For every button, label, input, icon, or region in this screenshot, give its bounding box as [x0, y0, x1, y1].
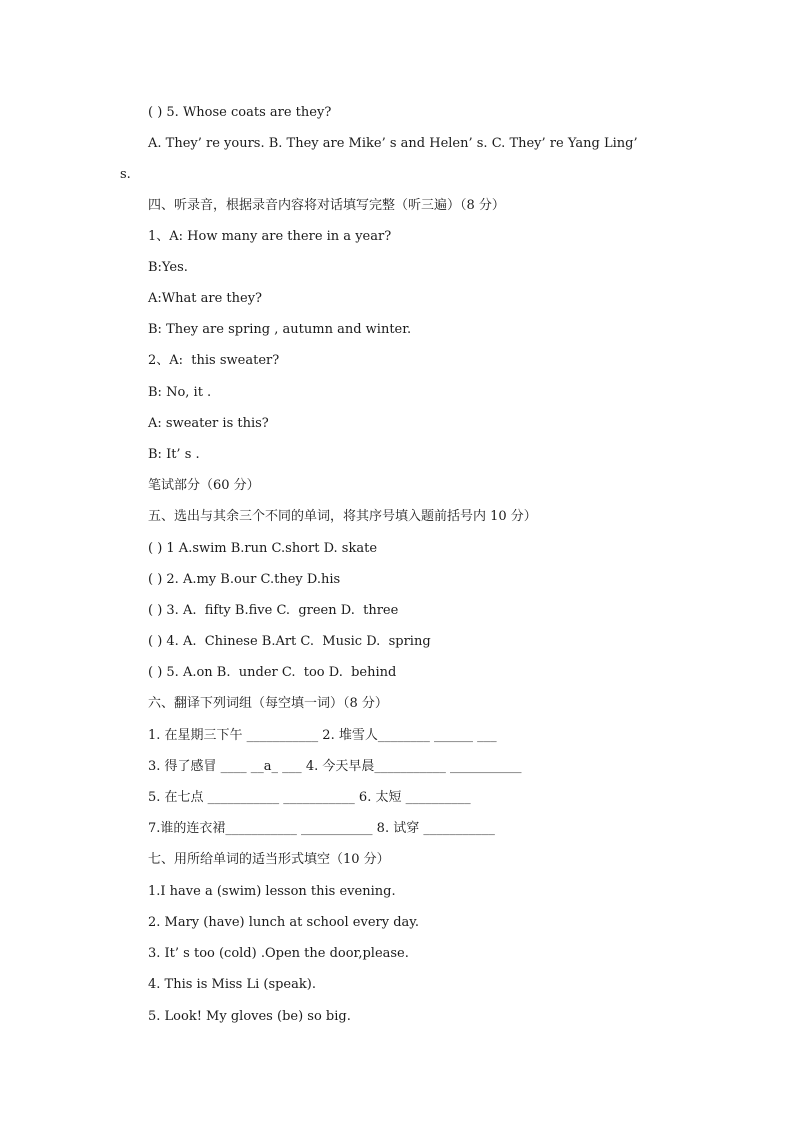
dialog-2-line-4: B: It’ s .	[148, 447, 200, 462]
section-5-question-4: ( ) 4. A. Chinese B.Art C. Music D. spring	[148, 634, 431, 649]
section-7-question-3: 3. It’ s too (cold) .Open the door,please.	[148, 946, 409, 961]
question-5-stem: ( ) 5. Whose coats are they?	[148, 105, 332, 120]
question-5-options-wrap: s.	[120, 167, 131, 182]
section-5-question-3: ( ) 3. A. fifty B.five C. green D. three	[148, 603, 399, 618]
section-5-question-2: ( ) 2. A.my B.our C.they D.his	[148, 572, 341, 587]
section-6-items-5-6: 5. 在七点 ___________ ___________ 6. 太短 __________	[148, 790, 471, 805]
dialog-1-line-2: B:Yes.	[148, 260, 188, 275]
dialog-1-line-1: 1、A: How many are there in a year?	[148, 229, 392, 244]
section-6-items-7-8: 7.谁的连衣裙___________ ___________ 8. 试穿 ___________	[148, 821, 495, 836]
section-7-question-1: 1.I have a (swim) lesson this evening.	[148, 884, 396, 899]
written-part-heading: 笔试部分（60 分）	[148, 478, 260, 493]
dialog-2-line-2: B: No, it .	[148, 385, 212, 400]
section-6-items-1-2: 1. 在星期三下午 ___________ 2. 堆雪人________ ______ ___	[148, 728, 497, 743]
section-5-heading: 五、选出与其余三个不同的单词，将其序号填入题前括号内 10 分）	[148, 509, 537, 524]
section-7-question-5: 5. Look! My gloves (be) so big.	[148, 1009, 351, 1024]
section-5-question-1: ( ) 1 A.swim B.run C.short D. skate	[148, 541, 378, 556]
dialog-2-line-3: A: sweater is this?	[148, 416, 269, 431]
section-7-question-4: 4. This is Miss Li (speak).	[148, 977, 316, 992]
dialog-2-line-1: 2、A: this sweater?	[148, 353, 280, 368]
question-5-options: A. They’ re yours. B. They are Mike’ s and Helen’ s. C. They’ re Yang Ling’	[148, 136, 638, 151]
dialog-1-line-4: B: They are spring , autumn and winter.	[148, 322, 412, 337]
section-5-question-5: ( ) 5. A.on B. under C. too D. behind	[148, 665, 397, 680]
section-6-heading: 六、翻译下列词组（每空填一词）（8 分）	[148, 696, 388, 711]
dialog-1-line-3: A:What are they?	[148, 291, 263, 306]
section-7-question-2: 2. Mary (have) lunch at school every day.	[148, 915, 420, 930]
section-6-items-3-4: 3. 得了感冒 ____ __a_ ___ 4. 今天早晨___________ ___________	[148, 759, 522, 774]
section-7-heading: 七、用所给单词的适当形式填空（10 分）	[148, 852, 390, 867]
section-4-heading: 四、听录音，根据录音内容将对话填写完整（听三遍）（8 分）	[148, 198, 505, 213]
